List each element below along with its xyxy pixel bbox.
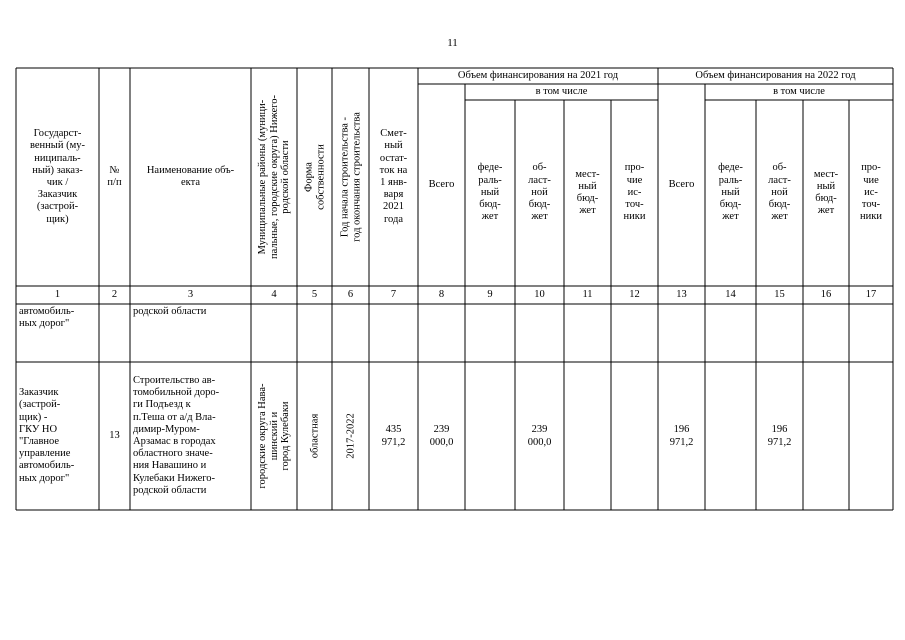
header-financing-2022: Объем финансирования на 2022 год <box>695 69 856 81</box>
table-row-cell-customer: Заказчик (застрой- щик) - ГКУ НО "Главное управление автомобиль- ных дорог" <box>19 387 75 484</box>
column-number: 8 <box>438 288 445 300</box>
header-number: № п/п <box>107 164 122 188</box>
header-2022-regional: об- ласт- ной бюд- жет <box>768 162 791 223</box>
page-number: 11 <box>447 37 458 49</box>
column-number: 4 <box>271 288 277 300</box>
table-row-cell-number: 13 <box>109 429 120 441</box>
table-row-cell-object-name: Строительство ав- томобильной доро- ги Подъезд к п.Теша от а/д Вла- димир-Муром- Арзамас в городах областного значе- ния Навашино и Кулебаки Нижего- родской области <box>133 374 220 496</box>
header-object-name: Наименование объ- екта <box>146 164 235 188</box>
column-number: 14 <box>725 288 736 300</box>
table-row-cell-2022-regional: 196 971,2 <box>767 424 792 448</box>
column-number: 10 <box>534 288 545 300</box>
table-row-cell-customer: автомобиль- ных дорог" <box>19 306 75 330</box>
table-row-cell-districts: городские округа Нава- шинский и город Кулебаки <box>256 383 291 489</box>
header-customer: Государст- венный (му- ниципаль- ный) заказ- чик / Заказчик (застрой- щик) <box>30 128 85 225</box>
column-number: 9 <box>487 288 493 300</box>
column-number: 16 <box>820 288 832 300</box>
column-number: 1 <box>54 288 61 300</box>
header-2021-total: Всего <box>428 178 455 190</box>
header-ownership: Форма собственности <box>303 144 326 210</box>
table-row-cell-ownership: областная <box>308 413 320 459</box>
column-number: 12 <box>629 288 640 300</box>
column-number: 2 <box>111 288 118 300</box>
header-financing-2021: Объем финансирования на 2021 год <box>457 69 619 81</box>
column-number: 11 <box>582 288 593 300</box>
column-number: 15 <box>774 288 785 300</box>
table-row-cell-2021-total: 239 000,0 <box>429 424 454 448</box>
header-2022-other: про- чие ис- точ- ники <box>860 162 882 223</box>
header-2021-other: про- чие ис- точ- ники <box>623 162 646 223</box>
table-row-cell-years: 2017-2022 <box>344 413 356 459</box>
header-2021-including: в том числе <box>535 85 588 97</box>
header-districts: Муниципальные районы (муници- пальные, городские округа) Нижего- родской области <box>256 94 291 260</box>
header-2022-federal: феде- раль- ный бюд- жет <box>718 162 743 223</box>
header-2021-local: мест- ный бюд- жет <box>575 168 600 217</box>
column-number: 3 <box>187 288 194 300</box>
header-2022-total: Всего <box>668 178 695 190</box>
header-2021-regional: об- ласт- ной бюд- жет <box>528 162 551 223</box>
header-remaining: Смет- ный остат- ток на 1 янв- варя 2021 года <box>379 128 408 225</box>
column-number: 13 <box>676 288 687 300</box>
header-2022-local: мест- ный бюд- жет <box>813 168 839 217</box>
column-number: 5 <box>311 288 318 300</box>
table-row-cell-2022-total: 196 971,2 <box>669 424 694 448</box>
column-number: 17 <box>865 288 877 300</box>
table-row-cell-2021-regional: 239 000,0 <box>527 424 552 448</box>
table-row-cell-remaining: 435 971,2 <box>381 424 406 448</box>
header-years: Год начала строительства - год окончания строительства <box>339 112 362 242</box>
header-2022-including: в том числе <box>773 85 825 97</box>
column-number: 6 <box>347 288 354 300</box>
header-2021-federal: феде- раль- ный бюд- жет <box>477 162 503 223</box>
column-number: 7 <box>390 288 397 300</box>
table-row-cell-object-name: родской области <box>133 306 207 317</box>
